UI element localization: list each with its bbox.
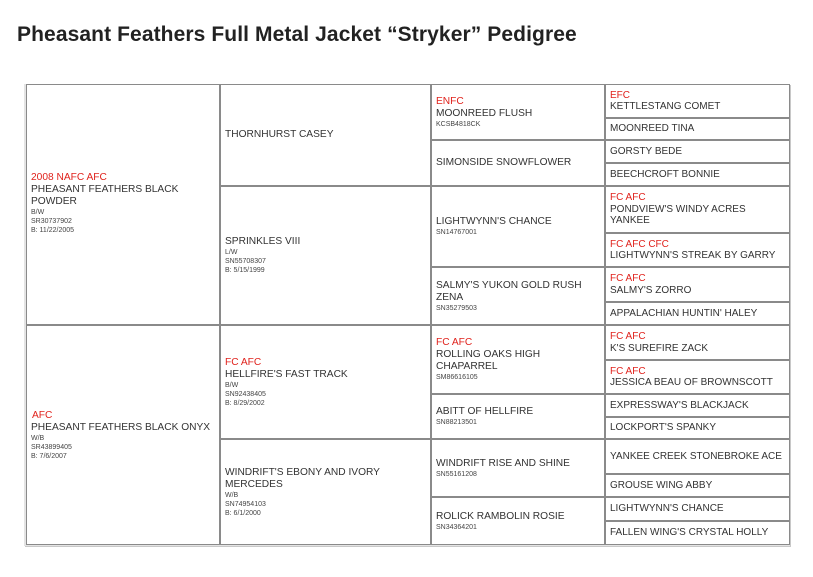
gen4-title: FC AFC <box>610 192 646 204</box>
ssd-name: SIMONSIDE SNOWFLOWER <box>436 157 572 168</box>
gen4-cell-14 <box>605 474 790 497</box>
dds-name: WINDRIFT RISE AND SHINE <box>436 457 570 469</box>
sire-dob: B: 11/22/2005 <box>31 226 75 234</box>
gen4-title: EFC <box>610 89 630 101</box>
gen4-cell-12 <box>605 417 790 439</box>
dd-reg: SN74954103 <box>225 500 266 508</box>
gen4-name: YANKEE CREEK STONEBROKE ACE <box>610 450 782 462</box>
dam-dob: B: 7/6/2007 <box>31 452 67 460</box>
sdd-name: SALMY'S YUKON GOLD RUSH ZENA <box>436 279 582 303</box>
dam-title: AFC <box>32 409 53 421</box>
dam-reg: SR43899405 <box>31 443 72 451</box>
sire-cell <box>26 84 220 325</box>
gen4-name: GORSTY BEDE <box>610 145 683 157</box>
gen4-cell-2 <box>605 118 790 140</box>
dsd-reg: SN88213501 <box>436 419 477 426</box>
dd-dob: B: 6/1/2000 <box>225 509 261 517</box>
ss-name: THORNHURST CASEY <box>225 129 334 140</box>
gen3-cell-2 <box>431 140 605 186</box>
gen3-cell-8 <box>431 497 605 545</box>
gen4-title: FC AFC <box>610 365 646 377</box>
gen4-name: SALMY'S ZORRO <box>610 284 692 296</box>
ds-name: HELLFIRE'S FAST TRACK <box>225 368 348 380</box>
page-title: Pheasant Feathers Full Metal Jacket “Stryker” Pedigree <box>17 23 577 46</box>
sire-name: PHEASANT FEATHERS BLACK POWDER <box>31 183 179 207</box>
gen3-cell-6 <box>431 394 605 439</box>
gen4-cell-7 <box>605 267 790 302</box>
gen4-cell-6 <box>605 233 790 267</box>
dam-color: W/B <box>31 434 45 442</box>
gen4-name: PONDVIEW'S WINDY ACRES YANKEE <box>610 203 746 227</box>
gen4-cell-16 <box>605 521 790 545</box>
gen4-cell-10 <box>605 360 790 394</box>
gen4-name: K'S SUREFIRE ZACK <box>610 342 709 354</box>
sire-sire-cell <box>220 84 431 186</box>
ddd-name: ROLICK RAMBOLIN ROSIE <box>436 510 565 522</box>
ds-reg: SN92438405 <box>225 390 266 398</box>
sds-reg: SN14767001 <box>436 229 477 236</box>
gen3-cell-1 <box>431 84 605 140</box>
sdd-reg: SN35279503 <box>436 304 477 312</box>
sss-title: ENFC <box>436 95 464 107</box>
gen4-title: FC AFC <box>610 331 646 342</box>
sss-reg: KCSB4818CK <box>436 120 481 128</box>
gen4-name: EXPRESSWAY'S BLACKJACK <box>610 399 749 411</box>
dsd-name: ABITT OF HELLFIRE <box>436 406 534 417</box>
gen4-cell-5 <box>605 186 790 233</box>
sire-title: 2008 NAFC AFC <box>31 171 107 183</box>
sd-dob: B: 5/15/1999 <box>225 267 265 274</box>
dss-name: ROLLING OAKS HIGH CHAPARREL <box>436 349 541 372</box>
gen4-cell-1 <box>605 84 790 118</box>
pedigree-chart <box>24 84 790 546</box>
dam-dam-cell <box>220 439 431 545</box>
dss-title: FC AFC <box>436 337 473 348</box>
sds-name: LIGHTWYNN'S CHANCE <box>436 216 552 227</box>
ds-title: FC AFC <box>225 356 262 368</box>
gen4-name: MOONREED TINA <box>610 123 695 135</box>
gen4-cell-15 <box>605 497 790 521</box>
dam-sire-cell <box>220 325 431 439</box>
gen4-name: JESSICA BEAU OF BROWNSCOTT <box>610 377 773 388</box>
dd-color: W/B <box>225 491 239 499</box>
sd-reg: SN55708307 <box>225 258 266 265</box>
gen4-name: GROUSE WING ABBY <box>610 479 713 491</box>
gen4-cell-9 <box>605 325 790 360</box>
ds-color: B/W <box>225 381 239 389</box>
sss-name: MOONREED FLUSH <box>436 107 533 119</box>
dd-name: WINDRIFT'S EBONY AND IVORY MERCEDES <box>225 466 380 490</box>
gen4-name: LOCKPORT'S SPANKY <box>610 422 717 434</box>
gen4-name: KETTLESTANG COMET <box>610 101 721 112</box>
ds-dob: B: 8/29/2002 <box>225 399 265 407</box>
gen4-cell-4 <box>605 163 790 186</box>
dam-name: PHEASANT FEATHERS BLACK ONYX <box>31 421 211 433</box>
dam-cell <box>26 325 220 545</box>
gen3-cell-7 <box>431 439 605 497</box>
gen4-name: LIGHTWYNN'S STREAK BY GARRY <box>610 250 776 261</box>
gen3-cell-3 <box>431 186 605 267</box>
sire-reg: SR30737902 <box>31 217 72 225</box>
gen4-title: FC AFC <box>610 273 646 284</box>
gen4-name: LIGHTWYNN'S CHANCE <box>610 503 724 515</box>
gen4-cell-8 <box>605 302 790 325</box>
gen4-cell-3 <box>605 140 790 163</box>
gen4-title: FC AFC CFC <box>610 238 669 250</box>
gen4-name: BEECHCROFT BONNIE <box>610 168 720 180</box>
sire-dam-cell <box>220 186 431 325</box>
dss-reg: SM86616105 <box>436 374 478 381</box>
ddd-reg: SN34364201 <box>436 523 477 531</box>
gen4-cell-11 <box>605 394 790 417</box>
gen3-cell-5 <box>431 325 605 394</box>
gen3-cell-4 <box>431 267 605 325</box>
sd-name: SPRINKLES VIII <box>225 236 301 247</box>
sd-color: L/W <box>225 249 238 256</box>
dds-reg: SN55161208 <box>436 470 477 478</box>
gen4-name: APPALACHIAN HUNTIN' HALEY <box>610 307 758 319</box>
gen4-name: FALLEN WING'S CRYSTAL HOLLY <box>610 527 769 539</box>
sire-color: B/W <box>31 208 45 216</box>
gen4-cell-13 <box>605 439 790 474</box>
